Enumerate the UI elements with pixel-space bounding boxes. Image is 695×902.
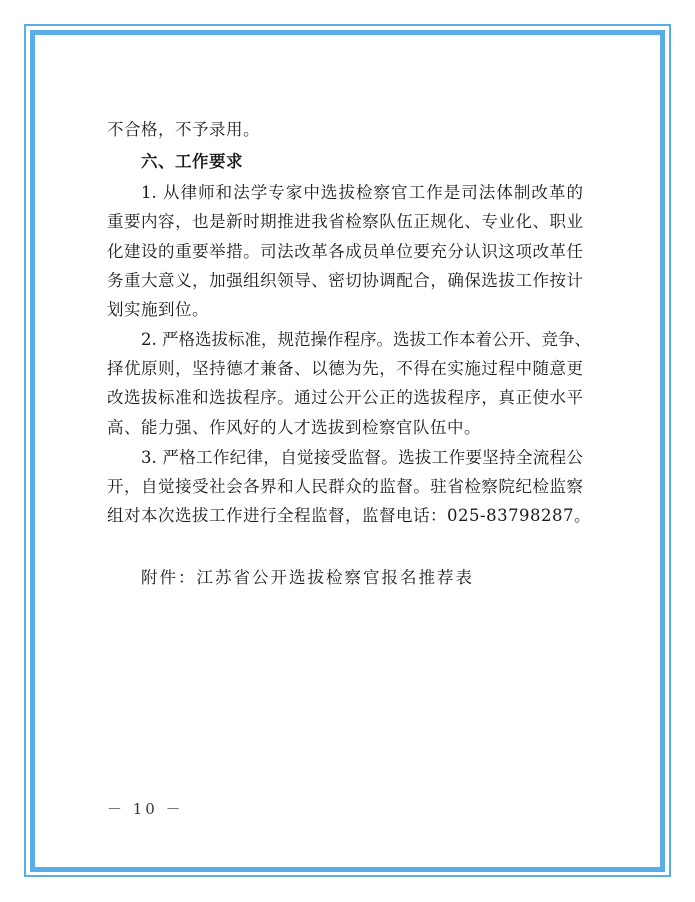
text-line: 3. 严格工作纪律，自觉接受监督。选拔工作要坚持全流程公 (141, 448, 583, 467)
text-line: 择优原则，坚持德才兼备、以德为先，不得在实施过程中随意更 (107, 359, 583, 378)
text-line: 化建设的重要举措。司法改革各成员单位要充分认识这项改革任 (107, 242, 583, 261)
text-line: 改选拔标准和选拔程序。通过公开公正的选拔程序，真正使水平 (107, 388, 583, 407)
text-line: 高、能力强、作风好的人才选拔到检察官队伍中。 (107, 418, 481, 437)
text-line: 组对本次选拔工作进行全程监督，监督电话：025-83798287。 (107, 506, 592, 525)
text-line: 重要内容，也是新时期推进我省检察队伍正规化、专业化、职业 (107, 212, 583, 231)
section-heading: 六、工作要求 (141, 152, 243, 171)
text-line: 开，自觉接受社会各界和人民群众的监督。驻省检察院纪检监察 (107, 477, 583, 496)
text-line: 不合格，不予录用。 (107, 120, 260, 139)
attachment-line: 附件：江苏省公开选拔检察官报名推荐表 (141, 568, 474, 587)
page-number: － 10 － (107, 800, 184, 818)
text-line: 2. 严格选拔标准，规范操作程序。选拔工作本着公开、竞争、 (141, 330, 591, 349)
text-line: 划实施到位。 (107, 300, 209, 319)
text-line: 1. 从律师和法学专家中选拔检察官工作是司法体制改革的 (141, 183, 583, 202)
text-line: 务重大意义，加强组织领导、密切协调配合，确保选拔工作按计 (107, 271, 583, 290)
